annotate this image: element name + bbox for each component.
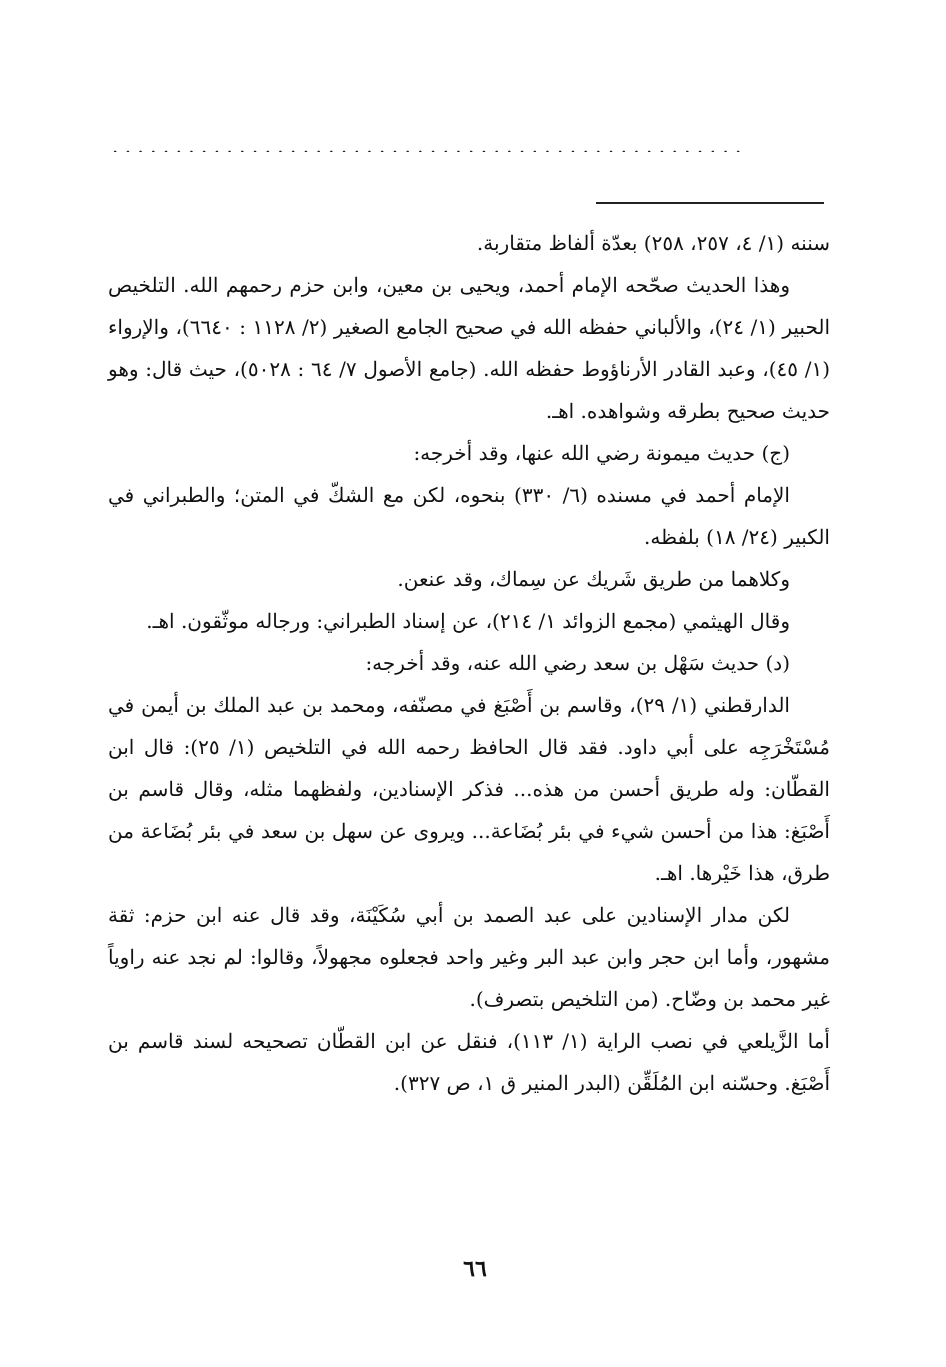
paragraph-ahmad-tabarani: الإمام أحمد في مسنده (٦/ ٣٣٠) بنحوه، لكن مع الشكّ في المتن؛ والطبراني في الكبير (٢٤/ ١٨) بلفظه. bbox=[108, 483, 830, 549]
paragraph-authentication: وهذا الحديث صحّحه الإمام أحمد، ويحيى بن معين، وابن حزم رحمهم الله. التلخيص الحبير (١/ ٢٤)، والألباني حفظه الله في صحيح الجامع الصغير (٢/ ١١٢٨ : ٦٦٤٠)، والإرواء (١/ ٤٥)، وعبد القادر الأرناؤوط حفظه الله. (جامع الأصول ٧/ ٦٤ : ٥٠٢٨)، حيث قال: وهو حديث صحيح بطرقه وشواهده. اهـ. bbox=[108, 273, 831, 423]
paragraph-daraqutni: الدارقطني (١/ ٢٩)، وقاسم بن أَصْبَغ في مصنّفه، ومحمد بن عبد الملك بن أيمن في مُسْتَخْرَجِه على أبي داود. فقد قال الحافظ رحمه الله في التلخيص (١/ ٢٥): قال ابن القطّان: وله طريق أحسن من هذه... فذكر الإسنادين، ولفظهما مثله، وقال قاسم بن أَصْبَغ: هذا من أحسن شيء في بئر بُضَاعة... ويروى عن سهل بن سعد في بئر بُضَاعة من طرق، هذا خَيْرها. اهـ. bbox=[108, 693, 830, 885]
paragraph-heading-maymuna: (ج) حديث ميمونة رضي الله عنها، وقد أخرجه: bbox=[413, 441, 790, 465]
footnote-text bbox=[108, 222, 830, 1104]
paragraph-abd-alsamad: لكن مدار الإسنادين على عبد الصمد بن أبي سُكَيْنَة، وقد قال عنه ابن حزم: ثقة مشهور، وأما ابن حجر وابن عبد البر وغير واحد فجعلوه مجهولاً، وقالوا: لم نجد عنه راوياً غير محمد بن وضّاح. (من التلخيص بتصرف). bbox=[108, 903, 830, 1011]
paragraph-heading-sahl: (د) حديث سَهْل بن سعد رضي الله عنه، وقد أخرجه: bbox=[365, 651, 790, 675]
paragraph-sharik: وكلاهما من طريق شَريك عن سِماك، وقد عنعن. bbox=[397, 567, 790, 591]
dotted-separator: . . . . . . . . . . . . . . . . . . . . . . . . . . . . . . . . . . . . . . . . . . . . . . . . . . bbox=[112, 140, 742, 152]
paragraph-haythami: وقال الهيثمي (مجمع الزوائد ١/ ٢١٤)، عن إسناد الطبراني: ورجاله موثّقون. اهـ. bbox=[146, 609, 790, 633]
footnote-rule bbox=[596, 202, 824, 204]
page-number: ٦٦ bbox=[463, 1256, 487, 1282]
paragraph-zaylai: أما الزَّيلعي في نصب الراية (١/ ١١٣)، فنقل عن ابن القطّان تصحيحه لسند قاسم بن أَصْبَغ. وحسّنه ابن المُلَقِّن (البدر المنير ق ١، ص ٣٢٧). bbox=[108, 1029, 830, 1095]
paragraph-continuation: سننه (١/ ٤، ٢٥٧، ٢٥٨) بعدّة ألفاظ متقاربة. bbox=[476, 231, 830, 255]
